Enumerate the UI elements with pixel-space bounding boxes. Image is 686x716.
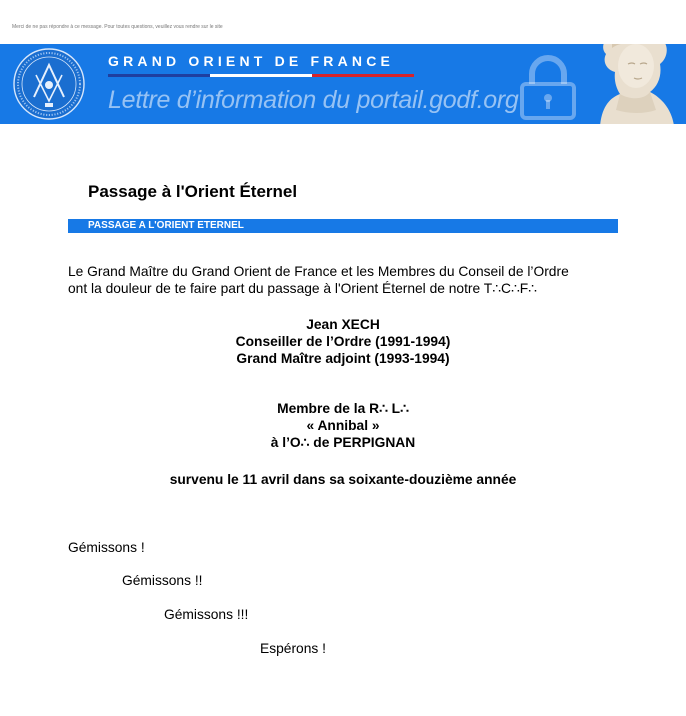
brand-title: GRAND ORIENT DE FRANCE: [108, 53, 395, 69]
header-banner: [0, 44, 686, 124]
lament-line-4: Espérons !: [260, 641, 326, 656]
godf-seal-icon: [12, 47, 86, 121]
person-role-2: Grand Maître adjoint (1993-1994): [236, 351, 450, 366]
lodge-line-1: Membre de la R∴ L∴: [277, 401, 409, 416]
intro-line-1: Le Grand Maître du Grand Orient de France et les Membres du Conseil de l’Ordre: [68, 264, 569, 279]
person-block: [68, 316, 618, 367]
lament-line-1: Gémissons !: [68, 540, 145, 555]
lament-line-2: Gémissons !!: [122, 573, 203, 588]
newsletter-tagline: Lettre d’information du portail.godf.org: [108, 86, 519, 114]
section-label: PASSAGE A L'ORIENT ETERNEL: [88, 220, 244, 231]
tricolor-underline: [108, 74, 414, 77]
lament-line-3: Gémissons !!!: [164, 607, 249, 622]
lodge-block: [68, 400, 618, 451]
intro-paragraph: [68, 263, 628, 297]
death-note-text: survenu le 11 avril dans sa soixante-douzième année: [169, 472, 517, 487]
page-title: Passage à l'Orient Éternel: [88, 182, 298, 201]
person-role-1: Conseiller de l’Ordre (1991-1994): [235, 334, 451, 349]
marianne-bust-icon: [560, 44, 686, 124]
top-note: Merci de ne pas répondre à ce message. Pour toutes questions, veuillez vous rendre sur le site: [12, 24, 223, 30]
death-note: [68, 471, 618, 488]
section-header-bar: [68, 219, 618, 233]
lodge-orient: à l’O∴ de PERPIGNAN: [270, 435, 416, 450]
intro-line-2: ont la douleur de te faire part du passage à l'Orient Éternel de notre T∴C∴F∴: [68, 281, 537, 296]
person-name: Jean XECH: [306, 317, 380, 332]
lodge-name: « Annibal »: [306, 418, 380, 433]
